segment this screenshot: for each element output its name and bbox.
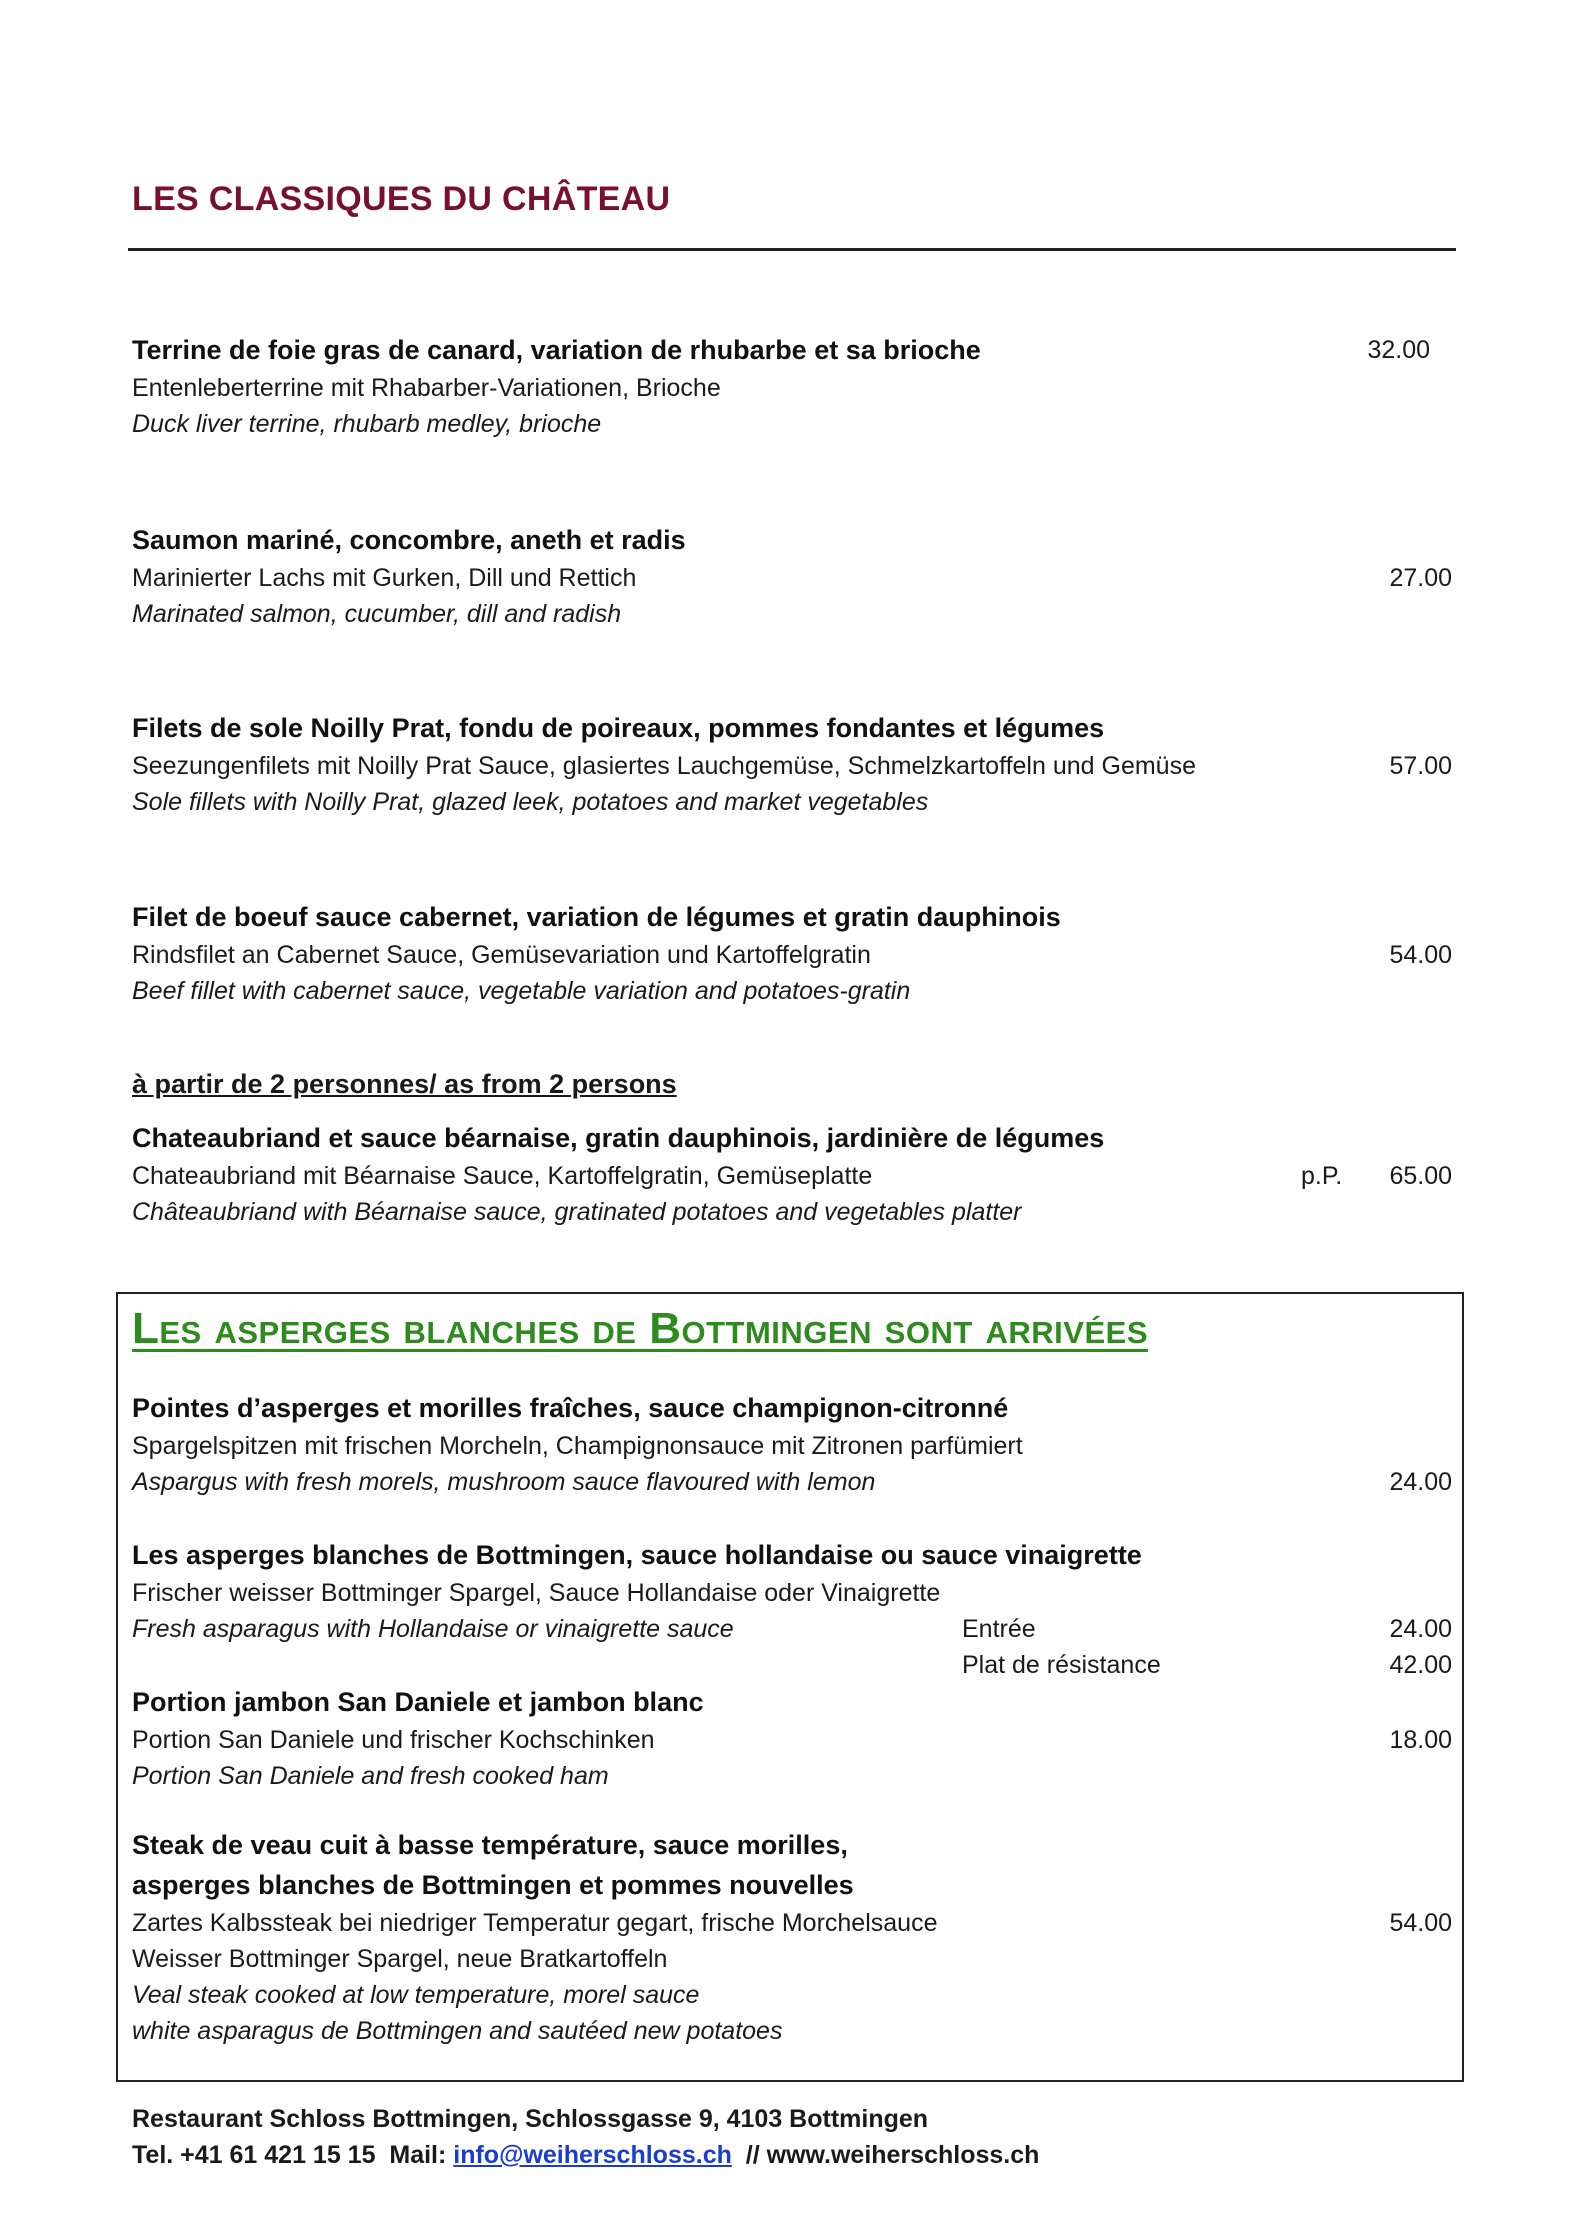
menu-item-veal-steak (132, 1825, 1452, 2049)
menu-item-salmon (132, 520, 1452, 632)
dish-name-fr: Filets de sole Noilly Prat, fondu de poireaux, pommes fondantes et légumes (132, 713, 1105, 743)
dish-name-fr: Chateaubriand et sauce béarnaise, gratin dauphinois, jardinière de légumes (132, 1123, 1105, 1153)
menu-item-ham (132, 1682, 1452, 1794)
dish-price: 32.00 (1367, 336, 1430, 364)
dish-name-de: Portion San Daniele und frischer Kochschinken (132, 1726, 655, 1754)
dish-name-fr: Les asperges blanches de Bottmingen, sauce hollandaise ou sauce vinaigrette (132, 1540, 1142, 1570)
title-divider (128, 248, 1456, 251)
dish-name-en: Marinated salmon, cucumber, dill and radish (132, 600, 622, 628)
menu-item-sole (132, 708, 1452, 820)
menu-item-asparagus-tips (132, 1388, 1452, 1500)
dish-price-main: 42.00 (1389, 1651, 1452, 1679)
dish-name-fr: Pointes d’asperges et morilles fraîches, sauce champignon-citronné (132, 1393, 1009, 1423)
dish-price: 24.00 (1389, 1468, 1452, 1496)
dish-name-fr: Steak de veau cuit à basse température, sauce morilles, (132, 1830, 848, 1860)
dish-name-de: Zartes Kalbssteak bei niedriger Temperatur gegart, frische Morchelsauce (132, 1909, 938, 1937)
two-persons-heading: à partir de 2 personnes/ as from 2 persons (132, 1069, 677, 1099)
dish-name-en: Fresh asparagus with Hollandaise or vinaigrette sauce (132, 1615, 734, 1643)
dish-name-en: Portion San Daniele and fresh cooked ham (132, 1762, 609, 1790)
dish-price: 54.00 (1389, 941, 1452, 969)
dish-price: 57.00 (1389, 752, 1452, 780)
dish-name-en: Veal steak cooked at low temperature, morel sauce (132, 1981, 700, 2009)
section-title-classics: LES CLASSIQUES DU CHÂTEAU (132, 180, 671, 218)
dish-price-starter: 24.00 (1389, 1615, 1452, 1643)
dish-name-fr-cont: asperges blanches de Bottmingen et pommes nouvelles (132, 1870, 854, 1900)
per-person-label: p.P. (1301, 1162, 1343, 1190)
footer-contact (132, 2137, 1039, 2173)
dish-name-de: Rindsfilet an Cabernet Sauce, Gemüsevariation und Kartoffelgratin (132, 941, 871, 969)
dish-name-de: Seezungenfilets mit Noilly Prat Sauce, glasiertes Lauchgemüse, Schmelzkartoffeln und Gemüse (132, 752, 1196, 780)
dish-name-en: Duck liver terrine, rhubarb medley, brioche (132, 410, 602, 438)
dish-name-fr: Filet de boeuf sauce cabernet, variation de légumes et gratin dauphinois (132, 902, 1061, 932)
dish-name-en: Aspargus with fresh morels, mushroom sauce flavoured with lemon (132, 1468, 876, 1496)
footer (132, 2101, 1039, 2173)
dish-name-fr: Portion jambon San Daniele et jambon blanc (132, 1687, 704, 1717)
dish-price: 65.00 (1389, 1162, 1452, 1190)
dish-name-en: Châteaubriand with Béarnaise sauce, gratinated potatoes and vegetables platter (132, 1198, 1022, 1226)
dish-name-de: Entenleberterrine mit Rhabarber-Variationen, Brioche (132, 374, 721, 402)
dish-name-en-cont: white asparagus de Bottmingen and sautéed new potatoes (132, 2017, 783, 2045)
course-label-starter: Entrée (962, 1615, 1036, 1643)
footer-tel: Tel. +41 61 421 15 15 Mail: (132, 2141, 454, 2169)
dish-price: 54.00 (1389, 1909, 1452, 1937)
dish-name-de-cont: Weisser Bottminger Spargel, neue Bratkartoffeln (132, 1945, 668, 1973)
dish-name-de: Frischer weisser Bottminger Spargel, Sauce Hollandaise oder Vinaigrette (132, 1579, 941, 1607)
menu-item-foie-gras (132, 330, 1452, 442)
dish-price: 18.00 (1389, 1726, 1452, 1754)
email-link[interactable]: info@weiherschloss.ch (453, 2141, 732, 2169)
section-title-asparagus: Les asperges blanches de Bottmingen sont arrivées (132, 1304, 1148, 1353)
dish-name-fr: Terrine de foie gras de canard, variation de rhubarbe et sa brioche (132, 335, 981, 365)
dish-price: 27.00 (1389, 564, 1452, 592)
dish-name-de: Spargelspitzen mit frischen Morcheln, Champignonsauce mit Zitronen parfümiert (132, 1432, 1023, 1460)
menu-item-white-asparagus (132, 1535, 1452, 1679)
footer-address: Restaurant Schloss Bottmingen, Schlossgasse 9, 4103 Bottmingen (132, 2105, 929, 2133)
dish-name-en: Beef fillet with cabernet sauce, vegetable variation and potatoes-gratin (132, 977, 911, 1005)
course-label-main: Plat de résistance (962, 1651, 1161, 1679)
footer-separator: // (731, 2141, 767, 2169)
dish-name-de: Chateaubriand mit Béarnaise Sauce, Kartoffelgratin, Gemüseplatte (132, 1162, 873, 1190)
dish-name-de: Marinierter Lachs mit Gurken, Dill und Rettich (132, 564, 637, 592)
menu-item-chateaubriand (132, 1118, 1452, 1230)
menu-item-beef-fillet (132, 897, 1452, 1009)
website-link: www.weiherschloss.ch (766, 2141, 1040, 2169)
dish-name-fr: Saumon mariné, concombre, aneth et radis (132, 525, 686, 555)
dish-name-en: Sole fillets with Noilly Prat, glazed leek, potatoes and market vegetables (132, 788, 929, 816)
